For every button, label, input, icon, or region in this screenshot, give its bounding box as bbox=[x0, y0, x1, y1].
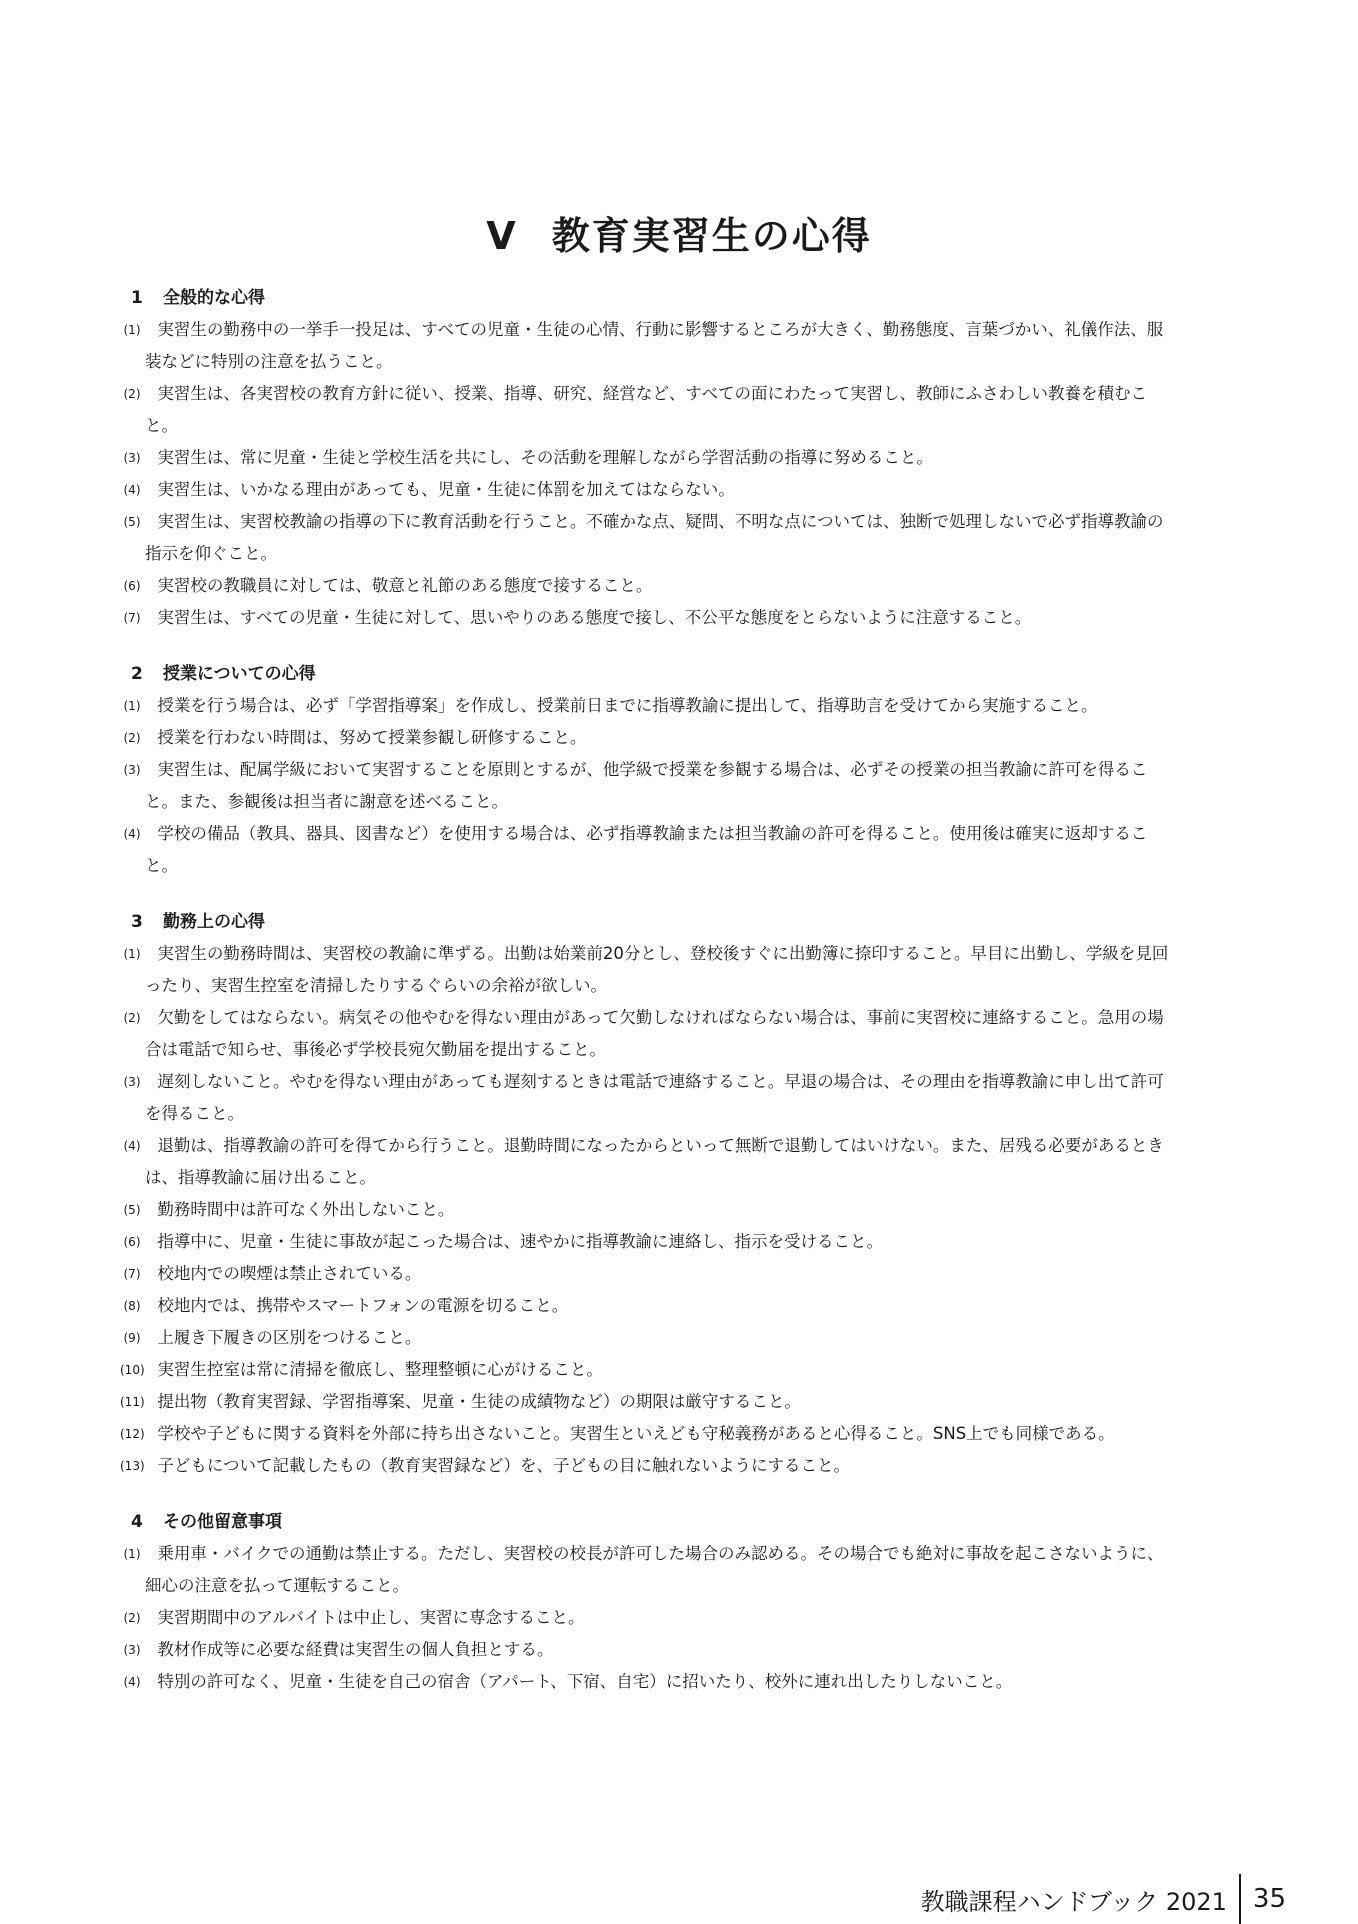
list-item: (3) 遅刻しないこと。やむを得ない理由があっても遅刻するときは電話で連絡すること。早退の場合は、その理由を指導教諭に申し出て許可を得ること。 bbox=[128, 1066, 1176, 1130]
section-general bbox=[123, 282, 1176, 634]
item-number: (9) bbox=[123, 1331, 141, 1345]
page-title bbox=[0, 205, 1358, 260]
item-number: (11) bbox=[120, 1395, 145, 1409]
item-number: (4) bbox=[123, 483, 141, 497]
list-item: (8) 校地内では、携帯やスマートフォンの電源を切ること。 bbox=[128, 1290, 1176, 1322]
footer-divider bbox=[1239, 1874, 1241, 1924]
item-number: (3) bbox=[123, 451, 141, 465]
item-number: (4) bbox=[123, 827, 141, 841]
list-item: (4) 特別の許可なく、児童・生徒を自己の宿舎（アパート、下宿、自宅）に招いたり、校外に連れ出したりしないこと。 bbox=[128, 1666, 1176, 1698]
list-item: (4) 学校の備品（教具、器具、図書など）を使用する場合は、必ず指導教諭または担当教諭の許可を得ること。使用後は確実に返却すること。 bbox=[128, 818, 1176, 882]
list-item: (1) 授業を行う場合は、必ず「学習指導案」を作成し、授業前日までに指導教諭に提出して、指導助言を受けてから実施すること。 bbox=[128, 690, 1176, 722]
list-item: (2) 欠勤をしてはならない。病気その他やむを得ない理由があって欠勤しなければならない場合は、事前に実習校に連絡すること。急用の場合は電話で知らせ、事後必ず学校長宛欠勤届を提出すること。 bbox=[128, 1002, 1176, 1066]
document-body bbox=[120, 282, 1176, 1722]
list-item: (5) 実習生は、実習校教諭の指導の下に教育活動を行うこと。不確かな点、疑問、不明な点については、独断で処理しないで必ず指導教諭の指示を仰ぐこと。 bbox=[128, 506, 1176, 570]
list-item: (5) 勤務時間中は許可なく外出しないこと。 bbox=[128, 1194, 1176, 1226]
list-item: (13) 子どもについて記載したもの（教育実習録など）を、子どもの目に触れないようにすること。 bbox=[128, 1450, 1176, 1482]
item-number: (2) bbox=[123, 1611, 141, 1625]
item-number: (2) bbox=[123, 731, 141, 745]
item-number: (3) bbox=[123, 1075, 141, 1089]
item-number: (12) bbox=[120, 1427, 145, 1441]
section-heading: 2 授業についての心得 bbox=[131, 664, 316, 684]
section-heading: 4 その他留意事項 bbox=[131, 1512, 282, 1532]
section-other bbox=[123, 1506, 1176, 1698]
item-number: (4) bbox=[123, 1675, 141, 1689]
list-item: (10) 実習生控室は常に清掃を徹底し、整理整頓に心がけること。 bbox=[128, 1354, 1176, 1386]
list-item: (6) 指導中に、児童・生徒に事故が起こった場合は、速やかに指導教諭に連絡し、指示を受けること。 bbox=[128, 1226, 1176, 1258]
page-number: 35 bbox=[1252, 1884, 1286, 1914]
item-number: (7) bbox=[123, 611, 141, 625]
list-item: (2) 授業を行わない時間は、努めて授業参観し研修すること。 bbox=[128, 722, 1176, 754]
chapter-number: V bbox=[486, 214, 518, 258]
item-number: (4) bbox=[123, 1139, 141, 1153]
list-item: (11) 提出物（教育実習録、学習指導案、児童・生徒の成績物など）の期限は厳守すること。 bbox=[128, 1386, 1176, 1418]
section-heading: 3 勤務上の心得 bbox=[131, 912, 265, 932]
section-lessons bbox=[123, 658, 1176, 882]
item-number: (3) bbox=[123, 1643, 141, 1657]
list-item: (4) 実習生は、いかなる理由があっても、児童・生徒に体罰を加えてはならない。 bbox=[128, 474, 1176, 506]
list-item: (1) 実習生の勤務時間は、実習校の教諭に準ずる。出勤は始業前20分とし、登校後すぐに出勤簿に捺印すること。早目に出勤し、学級を見回ったり、実習生控室を清掃したりするぐらいの余裕が欲しい。 bbox=[128, 938, 1176, 1002]
item-number: (6) bbox=[123, 1235, 141, 1249]
section-duty bbox=[120, 906, 1176, 1482]
list-item: (3) 実習生は、常に児童・生徒と学校生活を共にし、その活動を理解しながら学習活動の指導に努めること。 bbox=[128, 442, 1176, 474]
item-number: (1) bbox=[123, 1547, 141, 1561]
item-number: (5) bbox=[123, 515, 141, 529]
item-number: (1) bbox=[123, 947, 141, 961]
page-footer bbox=[921, 1874, 1286, 1924]
item-number: (3) bbox=[123, 763, 141, 777]
item-number: (2) bbox=[123, 1011, 141, 1025]
book-title: 教職課程ハンドブック 2021 bbox=[920, 1887, 1227, 1916]
item-number: (1) bbox=[123, 699, 141, 713]
item-number: (10) bbox=[120, 1363, 145, 1377]
item-number: (1) bbox=[123, 323, 141, 337]
list-item: (9) 上履き下履きの区別をつけること。 bbox=[128, 1322, 1176, 1354]
list-item: (12) 学校や子どもに関する資料を外部に持ち出さないこと。実習生といえども守秘義務があると心得ること。SNS上でも同様である。 bbox=[128, 1418, 1176, 1450]
chapter-title: 教育実習生の心得 bbox=[551, 214, 872, 258]
list-item: (1) 実習生の勤務中の一挙手一投足は、すべての児童・生徒の心情、行動に影響するところが大きく、勤務態度、言葉づかい、礼儀作法、服装などに特別の注意を払うこと。 bbox=[128, 314, 1176, 378]
list-item: (7) 校地内での喫煙は禁止されている。 bbox=[128, 1258, 1176, 1290]
item-number: (6) bbox=[123, 579, 141, 593]
list-item: (1) 乗用車・バイクでの通勤は禁止する。ただし、実習校の校長が許可した場合のみ認める。その場合でも絶対に事故を起こさないように、細心の注意を払って運転すること。 bbox=[128, 1538, 1176, 1602]
item-number: (8) bbox=[123, 1299, 141, 1313]
list-item: (6) 実習校の教職員に対しては、敬意と礼節のある態度で接すること。 bbox=[128, 570, 1176, 602]
list-item: (7) 実習生は、すべての児童・生徒に対して、思いやりのある態度で接し、不公平な態度をとらないように注意すること。 bbox=[128, 602, 1176, 634]
item-number: (2) bbox=[123, 387, 141, 401]
list-item: (4) 退勤は、指導教諭の許可を得てから行うこと。退勤時間になったからといって無断で退勤してはいけない。また、居残る必要があるときは、指導教諭に届け出ること。 bbox=[128, 1130, 1176, 1194]
item-number: (13) bbox=[120, 1459, 145, 1473]
list-item: (2) 実習期間中のアルバイトは中止し、実習に専念すること。 bbox=[128, 1602, 1176, 1634]
list-item: (3) 実習生は、配属学級において実習することを原則とするが、他学級で授業を参観する場合は、必ずその授業の担当教諭に許可を得ること。また、参観後は担当者に謝意を述べること。 bbox=[128, 754, 1176, 818]
section-heading: 1 全般的な心得 bbox=[131, 288, 265, 308]
list-item: (2) 実習生は、各実習校の教育方針に従い、授業、指導、研究、経営など、すべての面にわたって実習し、教師にふさわしい教養を積むこと。 bbox=[128, 378, 1176, 442]
item-number: (5) bbox=[123, 1203, 141, 1217]
item-number: (7) bbox=[123, 1267, 141, 1281]
list-item: (3) 教材作成等に必要な経費は実習生の個人負担とする。 bbox=[128, 1634, 1176, 1666]
